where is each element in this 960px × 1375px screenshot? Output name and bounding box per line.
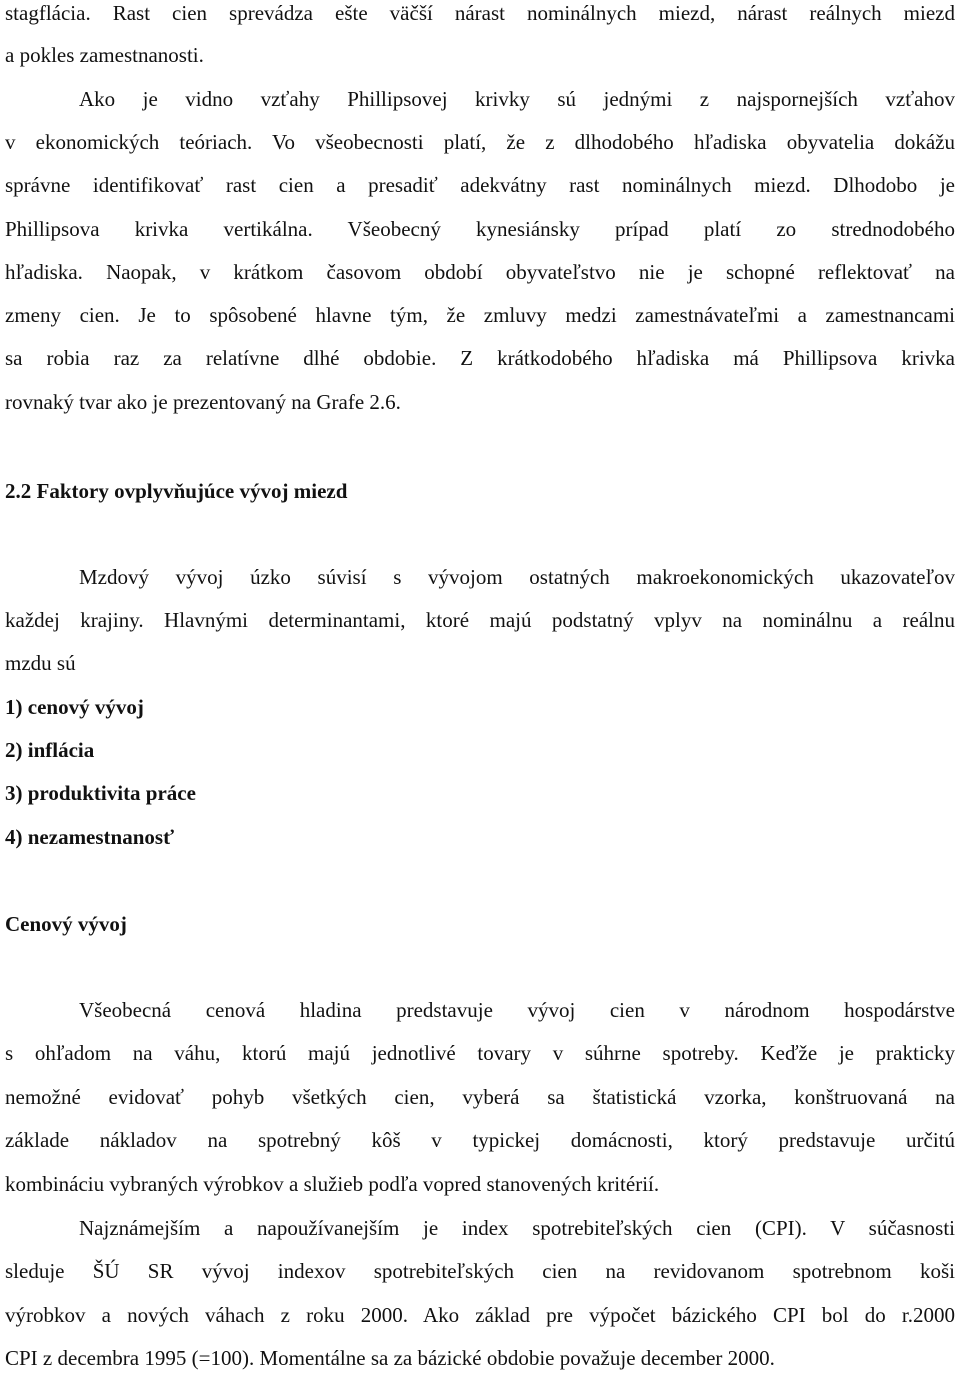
paragraph-line: Phillipsova krivka vertikálna. Všeobecný kynesiánsky prípad platí zo strednodobého — [5, 217, 955, 241]
paragraph-line: nemožné evidovať pohyb všetkých cien, vyberá sa štatistická vzorka, konštruovaná na — [5, 1085, 955, 1109]
paragraph-line: sleduje ŠÚ SR vývoj indexov spotrebiteľských cien na revidovanom spotrebnom koši — [5, 1259, 955, 1283]
list-item: 3) produktivita práce — [5, 781, 196, 805]
paragraph-line: zmeny cien. Je to spôsobené hlavne tým, že zmluvy medzi zamestnávateľmi a zamestnancami — [5, 303, 955, 327]
paragraph-line: stagflácia. Rast cien sprevádza ešte väčší nárast nominálnych miezd, nárast reálnych miezd — [5, 1, 955, 25]
paragraph-line: Všeobecná cenová hladina predstavuje vývoj cien v národnom hospodárstve — [79, 998, 955, 1022]
paragraph-line: hľadiska. Naopak, v krátkom časovom období obyvateľstvo nie je schopné reflektovať na — [5, 260, 955, 284]
section-heading: 2.2 Faktory ovplyvňujúce vývoj miezd — [5, 479, 348, 503]
paragraph-line: kombináciu vybraných výrobkov a služieb podľa vopred stanovených kritérií. — [5, 1172, 660, 1196]
paragraph-line: sa robia raz za relatívne dlhé obdobie. Z krátkodobého hľadiska má Phillipsova krivka — [5, 346, 955, 370]
paragraph-line: rovnaký tvar ako je prezentovaný na Grafe 2.6. — [5, 390, 401, 414]
list-item: 1) cenový vývoj — [5, 695, 144, 719]
paragraph-line: mzdu sú — [5, 651, 76, 675]
paragraph-line: CPI z decembra 1995 (=100). Momentálne sa za bázické obdobie považuje december 2000. — [5, 1346, 775, 1370]
paragraph-line: Najznámejším a napoužívanejším je index spotrebiteľských cien (CPI). V súčasnosti — [79, 1216, 955, 1240]
paragraph-line: základe nákladov na spotrebný kôš v typickej domácnosti, ktorý predstavuje určitú — [5, 1128, 955, 1152]
list-item: 2) inflácia — [5, 738, 95, 762]
paragraph-line: výrobkov a nových váhach z roku 2000. Ako základ pre výpočet bázického CPI bol do r.2000 — [5, 1303, 955, 1327]
paragraph-line: Ako je vidno vzťahy Phillipsovej krivky sú jednými z najspornejších vzťahov — [79, 87, 955, 111]
paragraph-line: s ohľadom na váhu, ktorú majú jednotlivé tovary v súhrne spotreby. Keďže je prakticky — [5, 1041, 955, 1065]
list-item: 4) nezamestnanosť — [5, 825, 175, 849]
paragraph-line: a pokles zamestnanosti. — [5, 43, 204, 67]
subsection-heading: Cenový vývoj — [5, 912, 127, 936]
paragraph-line: Mzdový vývoj úzko súvisí s vývojom ostatných makroekonomických ukazovateľov — [79, 565, 955, 589]
paragraph-line: každej krajiny. Hlavnými determinantami, ktoré majú podstatný vplyv na nominálnu a reálnu — [5, 608, 955, 632]
paragraph-line: v ekonomických teóriach. Vo všeobecnosti platí, že z dlhodobého hľadiska obyvatelia dokážu — [5, 130, 955, 154]
paragraph-line: správne identifikovať rast cien a presadiť adekvátny rast nominálnych miezd. Dlhodobo je — [5, 173, 955, 197]
